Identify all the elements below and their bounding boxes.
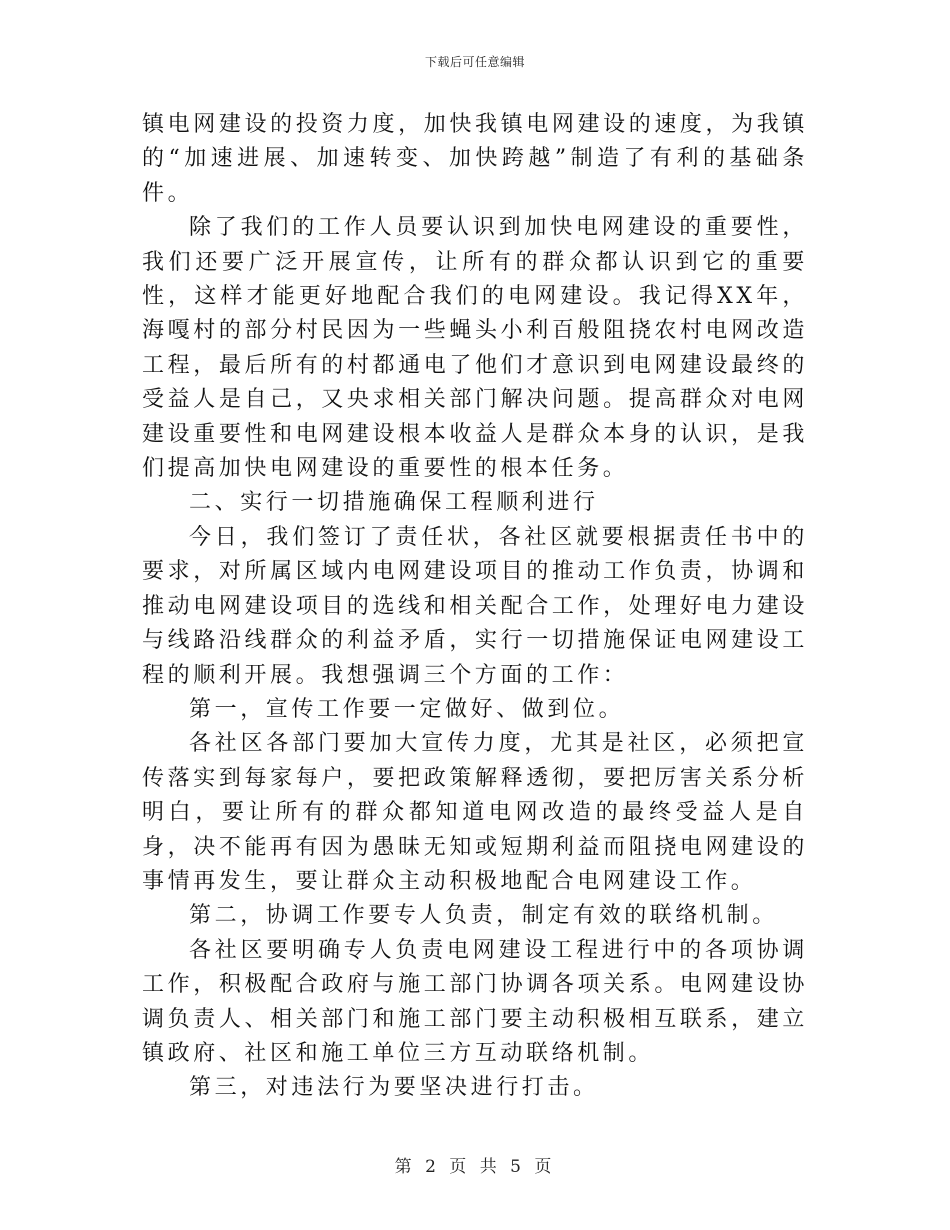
point-one-heading: 第一，宣传工作要一定做好、做到位。 — [189, 696, 625, 722]
page-number-footer: 第 2 页 共 5 页 — [394, 1157, 556, 1177]
paragraph-point-two: 各社区要明确专人负责电网建设工程进行中的各项协调工作，积极配合政府与施工部门协调各项关系。电网建设协调负责人、相关部门和施工部门要主动积极相互联系，建立镇政府、社区和施工单位三方互动联络机制。 — [142, 937, 808, 1066]
paragraph-responsibility: 今日，我们签订了责任状，各社区就要根据责任书中的要求，对所属区域内电网建设项目的推动工作负责，协调和推动电网建设项目的选线和相关配合工作，处理好电力建设与线路沿线群众的利益矛盾，实行一切措施保证电网建设工程的顺利开展。我想强调三个方面的工作： — [142, 524, 808, 688]
section-heading-two: 二、实行一切措施确保工程顺利进行 — [189, 490, 599, 516]
point-three-heading: 第三，对违法行为要坚决进行打击。 — [189, 1075, 599, 1101]
point-two-heading: 第二，协调工作要专人负责，制定有效的联络机制。 — [189, 903, 778, 929]
paragraph-point-one: 各社区各部门要加大宣传力度，尤其是社区，必须把宣传落实到每家每户，要把政策解释透彻，要把厉害关系分析明白，要让所有的群众都知道电网改造的最终受益人是自身，决不能再有因为愚昧无知或短期利益而阻挠电网建设的事情再发生，要让群众主动积极地配合电网建设工作。 — [142, 731, 808, 894]
paragraph-continuation: 镇电网建设的投资力度，加快我镇电网建设的速度，为我镇的“加速进展、加速转变、加快跨越”制造了有利的基础条件。 — [142, 112, 808, 206]
document-body — [142, 108, 808, 1106]
paragraph-publicity-importance: 除了我们的工作人员要认识到加快电网建设的重要性，我们还要广泛开展宣传，让所有的群众都认识到它的重要性，这样才能更好地配合我们的电网建设。我记得XX年，海嘎村的部分村民因为一些蝇头小利百般阻挠农村电网改造工程，最后所有的村都通电了他们才意识到电网建设最终的受益人是自己，又央求相关部门解决问题。提高群众对电网建设重要性和电网建设根本收益人是群众本身的认识，是我们提高加快电网建设的重要性的根本任务。 — [142, 215, 808, 482]
page-header-note: 下载后可任意编辑 — [424, 55, 525, 69]
